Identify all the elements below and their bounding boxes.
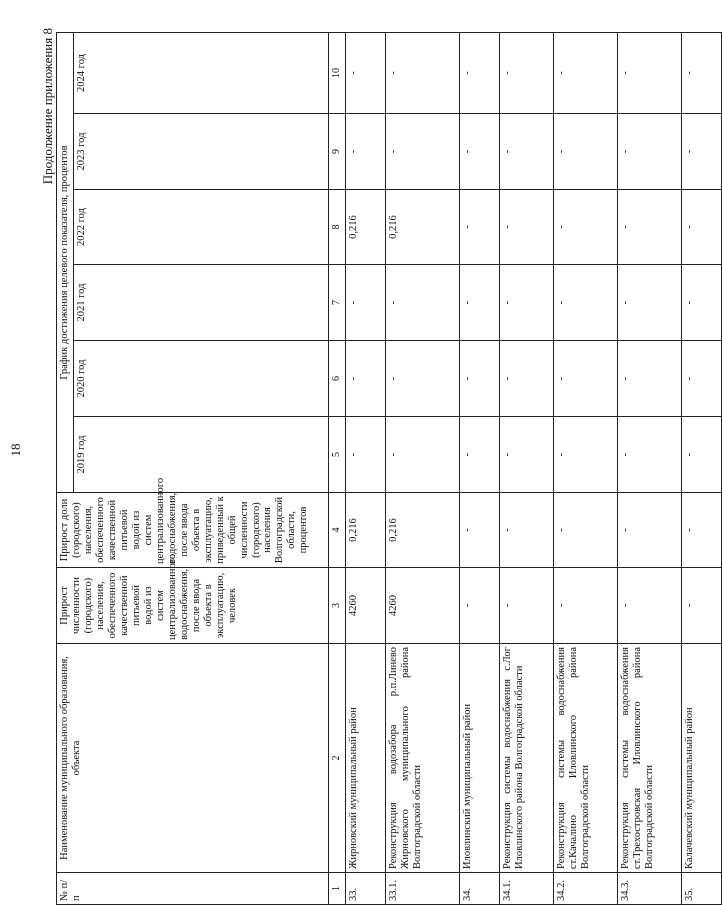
row-year-2022: -: [681, 190, 721, 265]
row-object-name: Реконструкция системы водоснабжения ст.Качалино Иловлинского района Волгоградской области: [553, 644, 617, 873]
col-number: 10: [328, 32, 345, 113]
target-indicator-table: [56, 32, 722, 905]
row-year-2021: -: [459, 265, 499, 341]
row-growth-share: -: [617, 493, 681, 568]
row-growth-share: -: [499, 493, 553, 568]
row-object-name: Реконструкция системы водоснабжения с.Лог Иловлинского района Волгоградской области: [499, 644, 553, 873]
row-year-2019: -: [499, 417, 553, 493]
table-body: [345, 32, 721, 904]
col-number: 8: [328, 190, 345, 265]
col-number: 2: [328, 644, 345, 873]
row-year-2023: -: [385, 114, 459, 190]
row-year-2024: -: [345, 32, 385, 113]
row-growth-count: 4260: [345, 568, 385, 644]
row-year-2021: -: [345, 265, 385, 341]
row-year-2020: -: [459, 341, 499, 417]
row-growth-count: 4260: [385, 568, 459, 644]
row-object-name: Реконструкция водозабора р.п.Линево Жирновского муниципального района Волгоградской области: [385, 644, 459, 873]
row-year-2020: -: [345, 341, 385, 417]
col-number: 3: [328, 568, 345, 644]
table-row: [345, 32, 385, 904]
header-year-2023: 2023 год: [73, 114, 328, 190]
row-year-2024: -: [681, 32, 721, 113]
row-year-2022: -: [459, 190, 499, 265]
row-year-2023: -: [617, 114, 681, 190]
header-num: № п/п: [57, 873, 329, 905]
row-year-2023: -: [459, 114, 499, 190]
row-growth-share: 0,216: [385, 493, 459, 568]
column-numbers-row: [328, 32, 345, 904]
table-row: [617, 32, 681, 904]
row-number: 34.3.: [617, 873, 681, 905]
continuation-note: Продолжение приложения 8: [40, 28, 55, 185]
row-year-2021: -: [553, 265, 617, 341]
row-year-2022: 0,216: [345, 190, 385, 265]
row-growth-count: -: [617, 568, 681, 644]
table-row: [499, 32, 553, 904]
row-year-2019: -: [345, 417, 385, 493]
row-year-2021: -: [617, 265, 681, 341]
row-growth-count: -: [553, 568, 617, 644]
row-growth-share: 0,216: [345, 493, 385, 568]
row-year-2021: -: [499, 265, 553, 341]
row-object-name: Калачевский муниципальный район: [681, 644, 721, 873]
row-number: 33.: [345, 873, 385, 905]
header-year-2021: 2021 год: [73, 265, 328, 341]
header-year-2022: 2022 год: [73, 190, 328, 265]
row-year-2020: -: [385, 341, 459, 417]
row-year-2022: -: [617, 190, 681, 265]
col-number: 7: [328, 265, 345, 341]
row-growth-count: -: [499, 568, 553, 644]
row-year-2022: 0,216: [385, 190, 459, 265]
table-row: [553, 32, 617, 904]
header-year-2019: 2019 год: [73, 417, 328, 493]
row-year-2023: -: [499, 114, 553, 190]
row-year-2019: -: [681, 417, 721, 493]
header-growth-share: Прирост доли (городского) населения, обеспеченного качественной питьевой водой из систем централизованного водоснабжения, после ввода объекта в эксплуатацию, приведенный к общей численности (городского) населения Волгоградской области, процентов: [57, 493, 329, 568]
row-year-2023: -: [681, 114, 721, 190]
row-year-2019: -: [553, 417, 617, 493]
page-number: 18: [8, 443, 23, 457]
row-year-2024: -: [385, 32, 459, 113]
row-number: 34.2.: [553, 873, 617, 905]
row-year-2024: -: [553, 32, 617, 113]
row-growth-share: -: [681, 493, 721, 568]
row-year-2020: -: [681, 341, 721, 417]
col-number: 1: [328, 873, 345, 905]
row-year-2023: -: [345, 114, 385, 190]
row-number: 34.1.: [499, 873, 553, 905]
table-row: [385, 32, 459, 904]
row-year-2023: -: [553, 114, 617, 190]
row-growth-count: -: [681, 568, 721, 644]
row-number: 33.1.: [385, 873, 459, 905]
row-year-2021: -: [681, 265, 721, 341]
row-growth-share: -: [553, 493, 617, 568]
col-number: 9: [328, 114, 345, 190]
row-growth-count: -: [459, 568, 499, 644]
row-year-2019: -: [385, 417, 459, 493]
table-row: [681, 32, 721, 904]
row-growth-share: -: [459, 493, 499, 568]
header-year-2024: 2024 год: [73, 32, 328, 113]
row-year-2019: -: [459, 417, 499, 493]
row-object-name: Реконструкция системы водоснабжения ст.Трехостровская Иловлинского района Волгоградской области: [617, 644, 681, 873]
row-year-2020: -: [553, 341, 617, 417]
header-growth-count: Прирост численности (городского) населения, обеспеченного качественной питьевой водой из систем централизованного водоснабжения, после ввода объекта в эксплуатацию, человек: [57, 568, 329, 644]
col-number: 6: [328, 341, 345, 417]
row-year-2022: -: [499, 190, 553, 265]
row-year-2021: -: [385, 265, 459, 341]
header-schedule: График достижения целевого показателя, процентов: [57, 32, 74, 492]
row-object-name: Иловлинский муниципальный район: [459, 644, 499, 873]
row-object-name: Жирновский муниципальный район: [345, 644, 385, 873]
row-number: 35.: [681, 873, 721, 905]
header-name: Наименование муниципального образования, объекта: [57, 644, 329, 873]
row-year-2024: -: [617, 32, 681, 113]
row-year-2019: -: [617, 417, 681, 493]
col-number: 5: [328, 417, 345, 493]
row-number: 34.: [459, 873, 499, 905]
table-row: [459, 32, 499, 904]
row-year-2022: -: [553, 190, 617, 265]
col-number: 4: [328, 493, 345, 568]
row-year-2024: -: [459, 32, 499, 113]
header-year-2020: 2020 год: [73, 341, 328, 417]
row-year-2020: -: [617, 341, 681, 417]
row-year-2020: -: [499, 341, 553, 417]
row-year-2024: -: [499, 32, 553, 113]
